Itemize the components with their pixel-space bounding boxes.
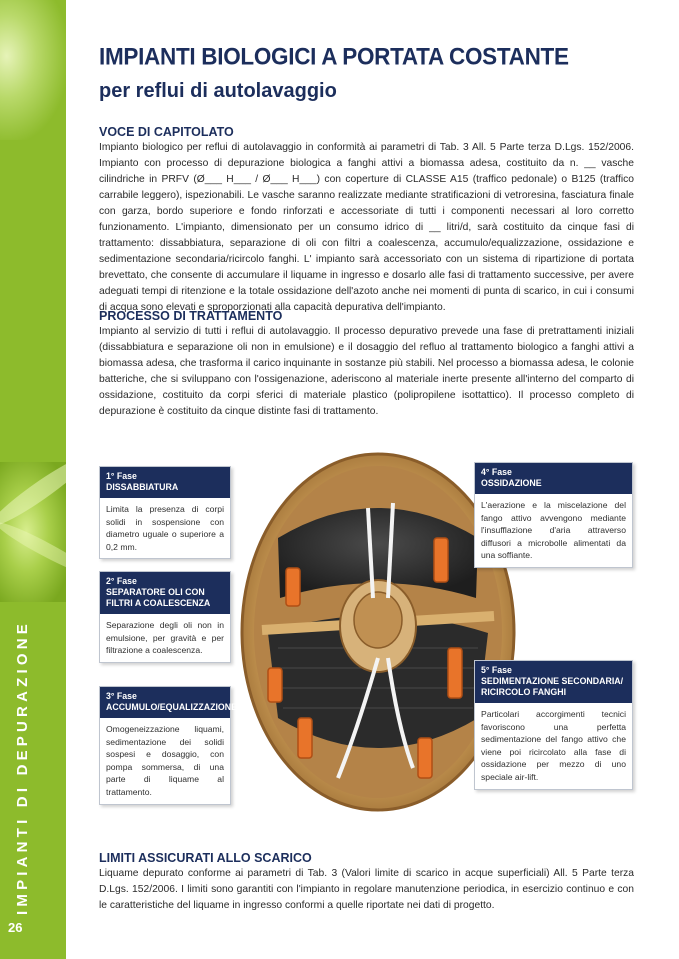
phase-3-number: 3° Fase	[106, 691, 137, 701]
phase-4-number: 4° Fase	[481, 467, 512, 477]
phase-2-description: Separazione degli oli non in emulsione, per gravità e per filtrazione a coalescenza.	[106, 620, 224, 656]
phase-1-name: DISSABBIATURA	[106, 482, 179, 492]
phase-2-header	[100, 572, 230, 614]
phase-5-number: 5° Fase	[481, 665, 512, 675]
page-title: IMPIANTI BIOLOGICI A PORTATA COSTANTE	[99, 42, 569, 70]
phase-2-number: 2° Fase	[106, 576, 137, 586]
phase-1-header	[100, 467, 230, 498]
page-number: 26	[8, 920, 23, 935]
phase-4-name: OSSIDAZIONE	[481, 478, 542, 488]
phase-3-header	[100, 687, 237, 718]
phase-3-description: Omogeneizzazione liquami, sedimentazione dei solidi sospesi e dosaggio, con pompa sommersa, di una parte di liquame al trattamento.	[106, 724, 224, 797]
phase-2-callout	[99, 571, 231, 663]
section-title-processo: PROCESSO DI TRATTAMENTO	[99, 309, 283, 323]
phase-1-number: 1° Fase	[106, 471, 137, 481]
phase-4-callout	[474, 462, 633, 568]
phase-3-name: ACCUMULO/EQUALIZZAZIONE	[106, 702, 237, 712]
phase-1-callout	[99, 466, 231, 559]
phase-5-name: SEDIMENTAZIONE SECONDARIA/ RICIRCOLO FANGHI	[481, 676, 624, 697]
leaf-image-middle	[0, 462, 66, 602]
section-label: IMPIANTI DI DEPURAZIONE	[14, 620, 31, 915]
phase-2-name: SEPARATORE OLI CON FILTRI A COALESCENZA	[106, 587, 211, 608]
phase-5-callout	[474, 660, 633, 790]
phase-4-header	[475, 463, 632, 494]
sidebar-band	[0, 0, 66, 959]
leaf-image-top	[0, 0, 66, 140]
page-subtitle: per reflui di autolavaggio	[99, 80, 337, 102]
section-text-limiti: Liquame depurato conforme ai parametri di Tab. 3 (Valori limite di scarico in acque superficiali) All. 5 Parte terza D.Lgs. 152/2006. I limiti sono garantiti con l'impianto in regolare manutenzione periodica, in esercizio continuo e con le caratteristiche del liquame in ingresso conformi a quelle riportate nei dati di progetto.	[99, 868, 634, 911]
phase-5-header	[475, 661, 632, 703]
section-title-limiti: LIMITI ASSICURATI ALLO SCARICO	[99, 851, 312, 865]
phase-3-callout	[99, 686, 237, 805]
section-title-voce: VOCE DI CAPITOLATO	[99, 125, 234, 139]
phase-4-description: L'aerazione e la miscelazione del fango attivo avvengono mediante l'insufflazione d'aria attraverso diffusori a microbolle alimentati da una soffiante.	[481, 500, 626, 561]
phase-1-description: Limita la presenza di corpi solidi in sospensione con diametro uguale o superiore a 0,2 mm.	[106, 504, 224, 552]
section-text-processo: Impianto al servizio di tutti i reflui di autolavaggio. Il processo depurativo prevede una fase di pretrattamenti iniziali (dissabbiatura e separazione oli non in emulsione) e il dosaggio del refluo al trattamento biologico a fanghi attivi a biomassa adesa, che trasforma il carico inquinante in sostanze più stabili. Nel processo a biomassa adesa, le colonie batteriche, che si sviluppano con l'ossigenazione, aderiscono al materiale inerte presente all'interno del comparto di ossidazione, costituito da corpi sferici di materiale plastico (polipropilene isottattico). Il processo completo di depurazione è costituito da cinque distinte fasi di trattamento.	[99, 326, 634, 417]
phase-5-description: Particolari accorgimenti tecnici favoriscono una perfetta sedimentazione del fango attivo che viene poi ricircolato alla fase di ossidazione per mezzo di uno speciale air-lift.	[481, 709, 626, 782]
section-text-voce: Impianto biologico per reflui di autolavaggio in conformità ai parametri di Tab. 3 All. 5 Parte terza D.Lgs. 152/2006. Impianto con processo di depurazione biologica a fanghi attivi a biomassa adesa, costituito da n. __ vasche cilindriche in PRFV (Ø___ H___ / Ø___ H___) con coperture di CLASSE A15 (traffico pedonale) o B125 (traffico carrabile leggero), ispezionabili. Le vasche saranno realizzate mediante stratificazioni di vetroresina, fasciatura finale con garza, bordo superiore e fondo rinforzati e accessoriate di tutti i componenti necessari al loro corretto funzionamento. L'impianto, dimensionato per un consumo idrico di __ litri/d, sarà costituito da cinque fasi di trattamento: dissabbiatura, separazione di oli con filtri a coalescenza, accumulo/equalizzazione, ossidazione e sedimentazione secondaria/ricircolo fanghi. L' impianto sarà accessoriato con un sistema di ripartizione di portata brevettato, che consente di accumulare il liquame in ingresso e dosarlo alle fasi di trattamento successive, per avere adeguati tempi di ritenzione e la totale ossidazione dell'azoto anche nei momenti di punta di scarico, in cui i consumi di acqua sono elevati e sproporzionati alla capacità depurativa dell'impianto.	[99, 142, 634, 313]
